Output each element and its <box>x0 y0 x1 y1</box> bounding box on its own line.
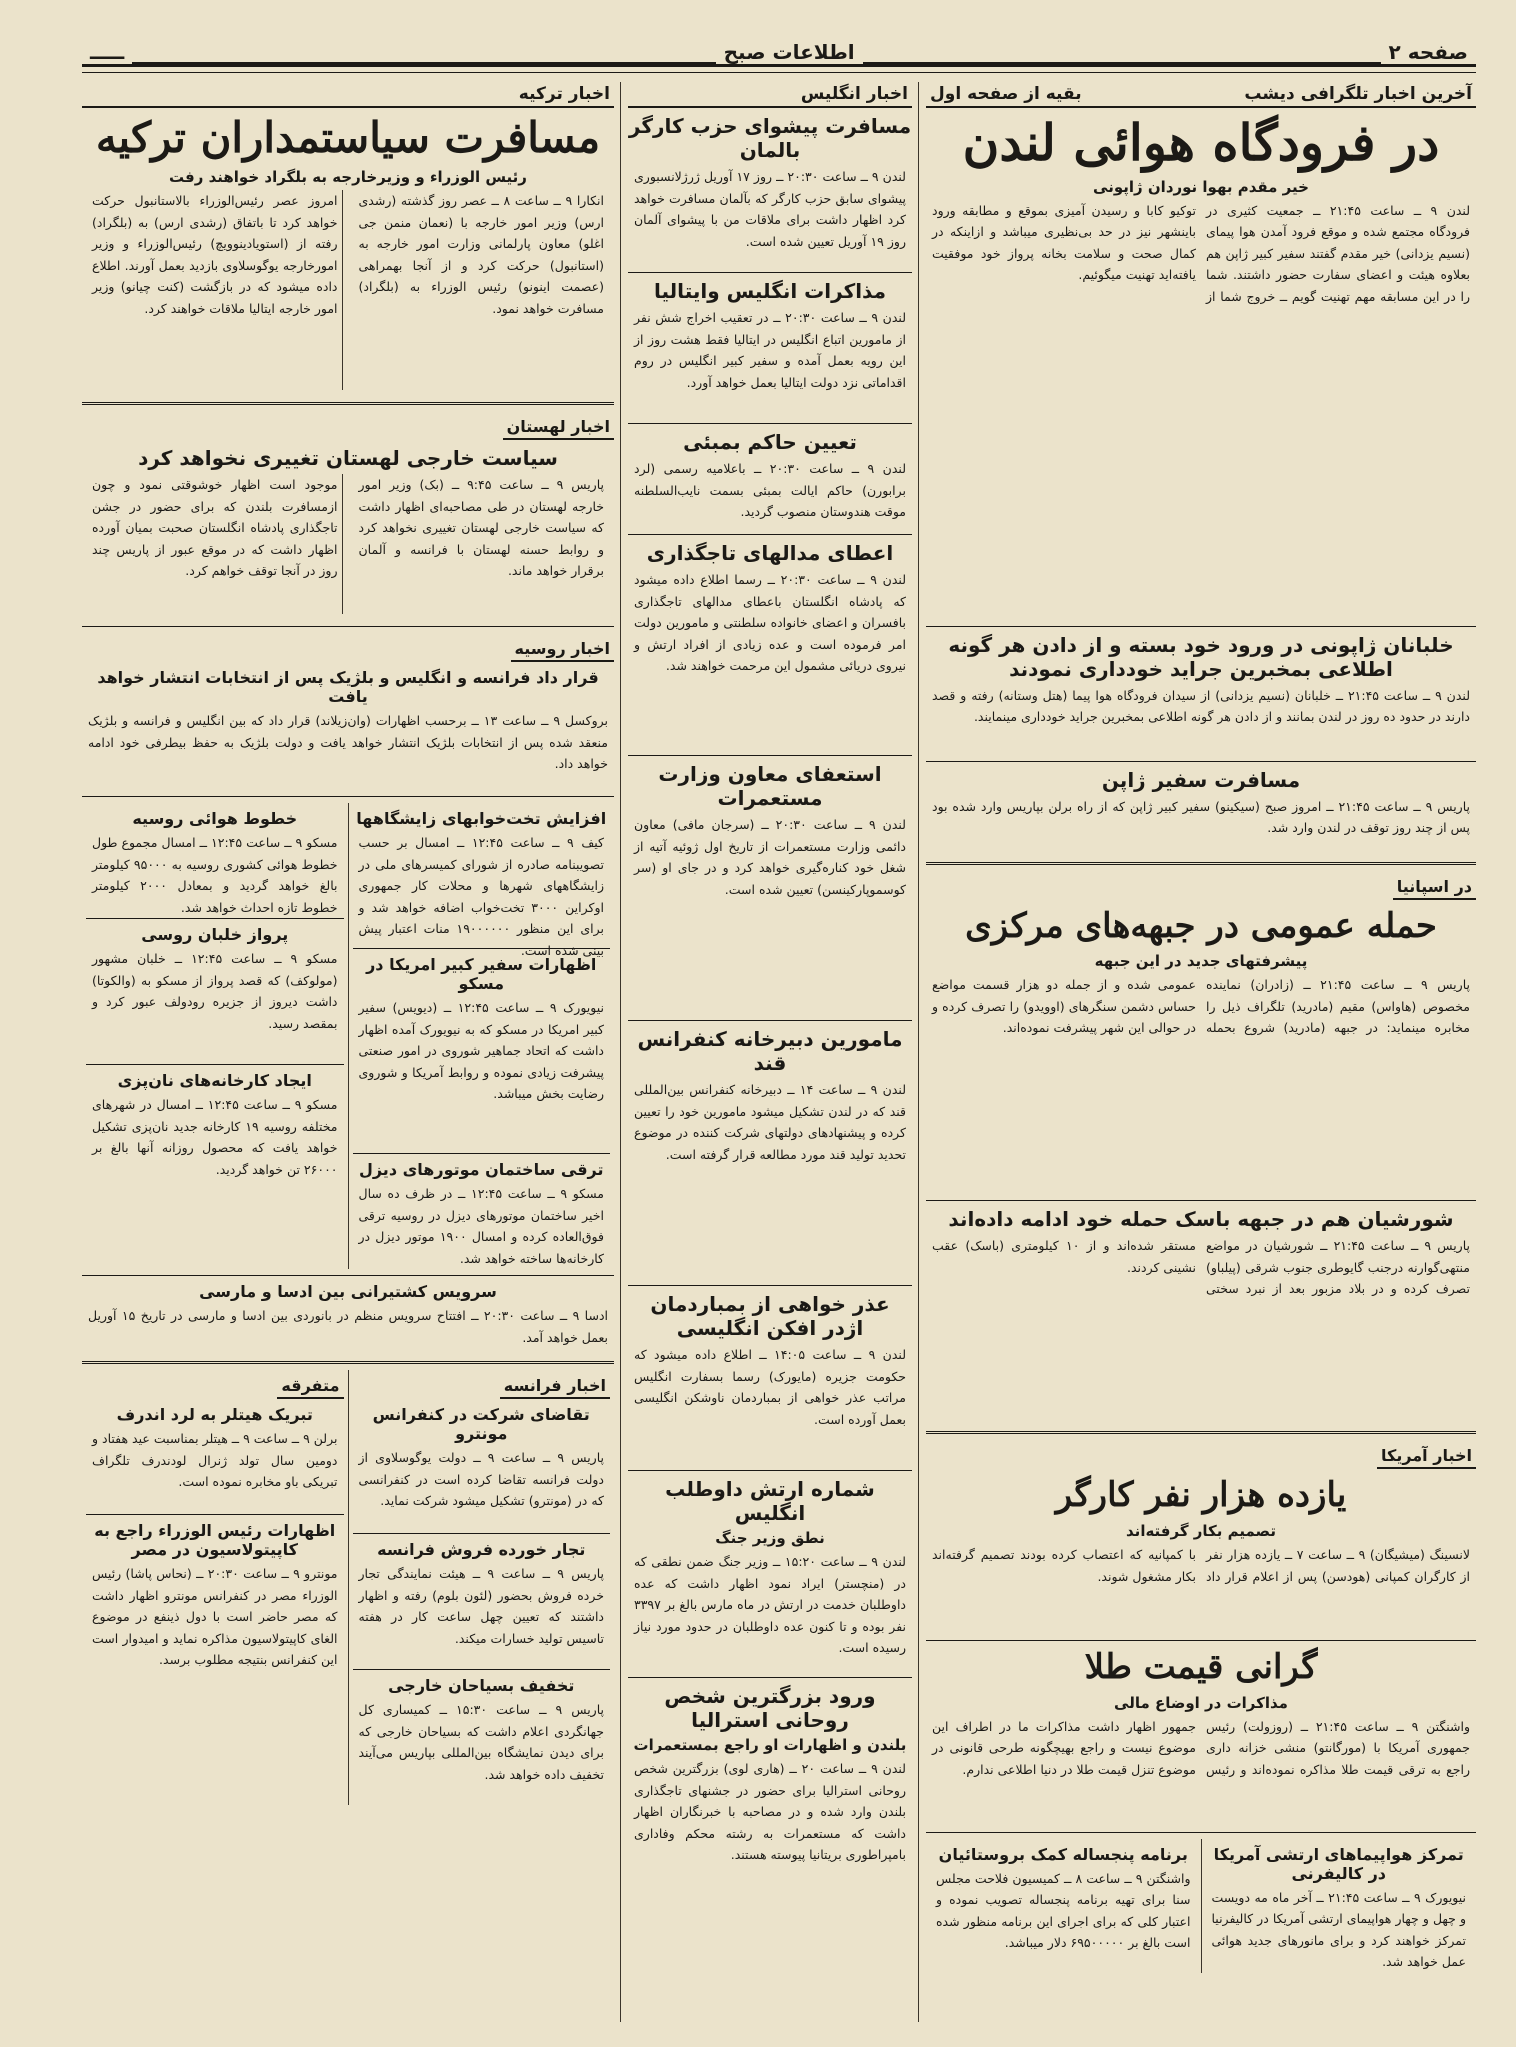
masthead <box>82 40 1476 78</box>
article-russian-pilot <box>86 925 344 1058</box>
section-tag-spain: در اسپانیا <box>1393 875 1476 900</box>
subheadline: خیر مقدم بهوا نوردان ژاپونی <box>1093 177 1309 196</box>
article-belgium-agreement <box>82 668 614 790</box>
headline: مذاکرات انگلیس وایتالیا <box>654 279 886 303</box>
headline: مامورین دبیرخانه کنفرانس قند <box>637 1027 903 1075</box>
article-volunteer-army <box>628 1477 912 1671</box>
article-sugar-conference <box>628 1027 912 1279</box>
column-divider <box>918 82 919 2022</box>
section-header <box>926 82 1476 108</box>
headline: اظهارات سفیر کبیر امریکا در مسکو <box>366 955 597 994</box>
article-body: لندن ۹ ــ ساعت ۲۱:۴۵ ــ جمعیت کثیری در فرودگاه مجتمع شده و موقع فرود آمدن هوا پیمای (نسیم یزدانی) خیر مقدم گفتند سفیر کبیر ژاپن هم بعلاوه هیئت و اعضای سفارت حضور داشتند. شما را در این مسابقه مهم تهنیت گویم ــ خروج شما از توکیو کابا و رسیدن آمیزی بموقع و مطابقه ورود باینشهر نیز در حد بی‌نظیری میباشد و ازاینکه در کمال صحت و سلامت بخانه پرواز خود موفقیت یافته‌اید تهنیت میگوئیم. <box>932 202 1471 304</box>
article-body: کیف ۹ ــ ساعت ۱۲:۴۵ ــ امسال بر حسب تصویبنامه صادره از شورای کمیسرهای ملی در زایشگاههای شهرها و محلات کار جمهوری اوکراین ۳۰۰۰ تخت‌خواب اضافه خواهد شد و برای این منظور ۱۹۰۰۰۰۰۰ منات اعتبار پیش بینی شده است. <box>358 835 604 958</box>
article-body: لندن ۹ ــ ساعت ۲۰:۳۰ ــ در تعقیب اخراج شش نفر از مامورین اتباع انگلیس در ایتالیا فقط هشت روز از این رویه بعمل آمده و سفیر کبیر انگلیس در روم اقداماتی نزد دولت ایتالیا بعمل خواهد آورد. <box>634 310 906 390</box>
headline: مسافرت پیشوای حزب کارگر بالمان <box>628 114 912 162</box>
article-bombay-governor <box>628 430 912 528</box>
headline: گرانی قیمت طلا <box>1084 1647 1318 1688</box>
subheadline: رئیس الوزراء و وزیرخارجه به بلگراد خواهند رفت <box>169 168 527 187</box>
column-right <box>926 82 1476 2022</box>
bottom-grid <box>82 1370 614 1805</box>
article-body: نیویورک ۹ ــ ساعت ۲۱:۴۵ ــ آخر ماه مه دویست و چهل و چهار هواپیمای ارتشی آمریکا در کالیفرنیا تمرکز خواهند کرد و برای مانورهای جدید هوائی عمل خواهد شد. <box>1211 1889 1467 1970</box>
headline: ترقی ساختمان موتورهای دیزل <box>358 1160 604 1180</box>
headline: استعفای معاون وزارت مستعمرات <box>658 762 882 810</box>
continued-label: بقیه از صفحه اول <box>930 84 1082 104</box>
article-body: لندن ۹ ــ ساعت ۲۰:۳۰ ــ باعلامیه رسمی (لرد برابورن) حاکم ایالت بمبئی بسمت نایب‌السلطنه موقت هندوستان منصوب گردید. <box>634 461 906 519</box>
article-body: پاریس ۹ ــ ساعت ۲۱:۴۵ ــ امروز صبح (سیکینو) سفیر کبیر ژاپن که از راه برلن بپاریس وارد شده بود پس از چند روز توقف در لندن وارد شد. <box>932 798 1470 835</box>
bottom-articles <box>926 1839 1476 1973</box>
article-colonies-resignation <box>628 762 912 1014</box>
column-divider <box>620 82 621 2022</box>
headline: تجار خورده فروش فرانسه <box>377 1540 586 1560</box>
article-polish-policy <box>82 446 614 620</box>
headline: عذر خواهی از بمباردمان اژدر افکن انگلیسی <box>650 1292 890 1340</box>
article-body: لندن ۹ ــ ساعت ۲۰:۳۰ ــ روز ۱۷ آوریل ژرژلانسبوری پیشوای سابق حزب کارگر که بآلمان مسافرت خواهد کرد اظهار داشت برای ملاقات من با پیشوای آلمان روز ۱۹ آوریل تعیین شده است. <box>634 169 906 249</box>
article-body: لندن ۹ ــ ساعت ۱۵:۲۰ ــ وزیر جنگ ضمن نطقی که در (منچستر) ایراد نمود اظهار داشت که عده داوطلبان خدمت در ارتش در ماه مارس بالغ بر ۳۳۹۷ نفر بوده و تا کنون عده داوطلبان در حدود مورد نیاز رسیده است. <box>634 1554 906 1655</box>
headline: تبریک هیتلر به لرد اندرف <box>116 1405 313 1425</box>
article-body: مسکو ۹ ــ ساعت ۱۲:۴۵ ــ خلبان مشهور (مولوکف) که قصد پرواز از مسکو به (والکوتا) داشت دیروز از جزیره رودولف عبور کرد و بمقصد رسید. <box>92 951 338 1031</box>
article-maternity-beds <box>353 809 611 958</box>
russia-news-right <box>349 803 615 1269</box>
article-body: پاریس ۹ ــ ساعت ۲۱:۴۵ ــ (زادران) نماینده مخصوص (هاواس) مقیم (مادرید) تلگراف ذیل را مخابره مینماید: در جبهه (مادرید) شروع بحمله عمومی شده و از جمله دو هزار قسمت مواضع حساس دشمن سنگرهای (اوویدو) را تصرف کرده و در حوالی این شهر پیشرفت نموده‌اند. <box>932 977 1470 1036</box>
article-columns <box>82 474 614 620</box>
article-body: انکارا ۹ ــ ساعت ۸ ــ عصر روز گذشته (رشدی ارس) وزیر امور خارجه با (نعمان منمن جی اغلو) معاون پارلمانی وزارت امور خارجه به (استانبول) حرکت کرد و از آنجا بهمراهی (عصمت اینونو) رئیس الوزراء به (بلگراد) مسافرت خواهد نمود. <box>358 193 604 316</box>
headline: شورشیان هم در جبهه باسک حمله خود ادامه داده‌اند <box>948 1207 1454 1232</box>
article-body: امروز عصر رئیس‌الوزراء بالاستانبول حرکت خواهد کرد تا باتفاق (رشدی ارس) به (بلگراد) رفته از (استویادینوویچ) رئیس‌الوزراء و وزیر امورخارجه یوگوسلاوی بازدید بعمل آورند. اطلاع داده میشود که در بازگشت (کنت چیانو) وزیر امور خارجه ایتالیا ملاقات خواهند کرد. <box>88 190 343 390</box>
article-body: واشنگتن ۹ ــ ساعت ۸ ــ کمیسیون فلاحت مجلس سنا برای تهیه برنامه پنجساله تصویب نموده و اعتبار کلی که برای اجرای این برنامه منظور شده است بالغ بر ۶۹۵۰۰۰۰۰ دلار میباشد. <box>936 1870 1191 1951</box>
section-header <box>628 82 912 108</box>
article-body: ادسا ۹ ــ ساعت ۲۰:۳۰ ــ افتتاح سرویس منظم در بانوردی بین ادسا و مارسی در تاریخ ۱۵ آوریل بعمل خواهد آمد. <box>88 1308 609 1345</box>
headline: مسافرت سفیر ژاپن <box>1101 767 1301 792</box>
article-labour-leader <box>628 114 912 266</box>
article-australian-cleric <box>628 1684 912 1958</box>
article-body: لانسینگ (میشیگان) ۹ ــ ساعت ۷ ــ یازده هزار نفر از کارگران کمپانی (هودسن) پس از اعلام قرار داد با کمپانیه که اعتصاب کرده بودند تصمیم گرفته‌اند بکار مشغول شوند. <box>932 1547 1470 1584</box>
article-body: مونترو ۹ ــ ساعت ۲۰:۳۰ ــ (نحاس پاشا) رئیس الوزراء مصر در کنفرانس مونترو اظهار داشت که مصر حاضر است با دول ذینفع در موضوع الغای کاپیتولاسیون مذاکره نماید و امیدوار است این کنفرانس بنتیجه مطلوب برسد. <box>92 1566 338 1668</box>
article-body: لندن ۹ ــ ساعت ۲۰:۳۰ ــ (سرجان مافی) معاون دائمی وزارت مستعمرات از تاریخ اول ژوئیه آتیه از شغل خود کناره‌گیری خواهد کرد و در جای او (سر کوسموپارکینسن) تعیین شده است. <box>634 817 906 897</box>
section-header <box>82 82 614 108</box>
article-diesel-engines <box>353 1160 611 1266</box>
russia-news-grid <box>82 803 614 1269</box>
headline: یازده هزار نفر کارگر <box>1055 1475 1347 1516</box>
column-left <box>82 82 614 2022</box>
section-title: اخبار ترکیه <box>518 84 610 104</box>
headline: مسافرت سیاستمداران ترکیه <box>95 113 601 162</box>
headline: سرویس کشتیرانی بین ادسا و مارسی <box>199 1282 497 1302</box>
headline: شماره ارتش داوطلب انگلیس <box>665 1477 875 1525</box>
article-body: پاریس ۹ ــ ساعت ۹ ــ هیئت نمایندگی تجار خرده فروش بحضور (لئون بلوم) رفته و اظهار داشتند که تعیین چهل ساعت کار در هفته تاسیس تولید خسارات میکند. <box>358 1566 605 1646</box>
headline: خلبانان ژاپونی در ورود خود بسته و از دادن هر گونه اطلاعی بمخبرین جراید خودداری نمودند <box>948 632 1454 681</box>
headline: پرواز خلبان روسی <box>141 925 289 945</box>
section-tag-america: اخبار آمریکا <box>1377 1444 1476 1469</box>
article-body: لندن ۹ ــ ساعت ۱۴ ــ دبیرخانه کنفرانس بین‌المللی قند که در لندن تشکیل میشود مامورین خود را تعیین کرده و پیشنهادهای دولتهای شرکت کننده در موضوع تحدید تولید قند مورد مطالعه قرار گرفته است. <box>634 1082 907 1162</box>
article-body: لندن ۹ ــ ساعت ۲۱:۴۵ ــ خلبانان (نسیم یزدانی) از سیدان فرودگاه هوا پیما (هتل وستانه) رفته و قصد دارند در حدود ده روز در لندن بمانند و از دادن هر گونه اطلاعی بمخبرین جراید خودداری مینمایند. <box>932 687 1471 724</box>
article-body: مسکو ۹ ــ ساعت ۱۲:۴۵ ــ امسال در شهرهای مختلفه روسیه ۱۹ کارخانه جدید نان‌پزی تشکیل خواهد یافت که محصول روزانه آنها بالغ بر ۲۶۰۰۰ تن خواهد گردید. <box>92 1097 338 1177</box>
article-destroyer-apology <box>628 1292 912 1464</box>
article-columns <box>82 190 614 396</box>
article-body: برلن ۹ ــ ساعت ۹ ــ هیتلر بمناسبت عید هفتاد و دومین سال تولد ژنرال لودندرف تلگراف تبریکی باو مخابره نموده است. <box>92 1431 338 1490</box>
headline: اعطای مدالهای تاجگذاری <box>646 541 894 565</box>
subheadline: پیشرفتهای جدید در این جبهه <box>1094 952 1308 971</box>
headline: ایجاد کارخانه‌های نان‌پزی <box>117 1071 312 1091</box>
headline: خطوط هوائی روسیه <box>132 809 298 829</box>
section-tag-france: اخبار فرانسه <box>500 1374 610 1399</box>
masthead-date: ـــــ <box>82 40 132 64</box>
article-spain-offensive <box>926 906 1476 1195</box>
article-body: نیویورک ۹ ــ ساعت ۱۲:۴۵ ــ (دیویس) سفیر کبیر امریکا در مسکو که به نیویورک آمده اظهار داشت که اتحاد جماهیر شوروی در امور صنعتی پیشرفت زیادی نموده و روابط آمریکا و شوروی رضایت بخش میباشد. <box>358 1000 604 1102</box>
paper-name: اطلاعات صبح <box>716 40 863 64</box>
article-body: پاریس ۹ ــ ساعت ۲۱:۴۵ ــ شورشیان در مواضع منتهی‌گوارنه درجنب گایوطری جنوب شرقی (پیلباو) تصرف کرده و در بلاد مزبور بعد از نبرد سختی مستقر شده‌اند و از ۱۰ کیلومتری (باسک) عقب نشینی کردند. <box>932 1238 1470 1297</box>
section-tag-poland: اخبار لهستان <box>503 415 614 440</box>
article-body: واشنگتن ۹ ــ ساعت ۲۱:۴۵ ــ (روزولت) رئیس جمهوری آمریکا با (مورگانتو) منشی خزانه داری راجع به ترقی قیمت طلا مذاکره نموده‌اند و رئیس جمهور اظهار داشت مذاکرات ما در اطراف این موضوع نیست و راجع بهیچگونه طرحی قانونی در موضوع تنزل قیمت طلا در دنیا اطلاعی ندارم. <box>932 1718 1471 1777</box>
article-body: موجود است اظهار خوشوقتی نمود و چون ازمسافرت بلندن که برای حضور در جشن تاجگذاری پادشاه انگلستان صحبت بمیان آورده اظهار داشت که در موقع عبور از پاریس چند روز در آنجا توقف خواهم کرد. <box>88 474 343 614</box>
headline: حمله عمومی در جبهه‌های مرکزی <box>965 905 1437 946</box>
article-japan-ambassador <box>926 768 1476 856</box>
article-body: مسکو ۹ ــ ساعت ۱۲:۴۵ ــ در ظرف ده سال اخیر ساختمان موتورهای دیزل در روسیه ترقی فوق‌العاده کرده و امسال ۱۹۰۰ موتور دیزل در کارخانه‌ها ساخته خواهد شد. <box>358 1186 605 1266</box>
subheadline: نطق وزیر جنگ <box>715 1529 825 1547</box>
russia-news-left <box>82 803 349 1269</box>
article-bakeries <box>86 1071 344 1204</box>
section-tag-russia: اخبار روسیه <box>511 637 614 662</box>
headline: تقاضای شرکت در کنفرانس مونترو <box>372 1405 590 1444</box>
article-us-aircraft <box>1202 1839 1477 1973</box>
headline: تعیین حاکم بمبئی <box>683 430 857 454</box>
article-body: پاریس ۹ ــ ساعت ۱۵:۳۰ ــ کمیساری کل جهانگردی اعلام داشت که بسیاحان خارجی که برای دیدن نمایشگاه بین‌المللی بپاریس می‌آیند تخفیف داده خواهد شد. <box>358 1702 604 1782</box>
subheadline: بلندن و اظهارات او راجع بمستعمرات <box>633 1736 907 1754</box>
article-anglo-italian <box>628 279 912 417</box>
column-middle <box>628 82 912 2022</box>
headline: اظهارات رئیس الوزراء راجع به کاپیتولاسیون در مصر <box>94 1521 336 1560</box>
article-gold-price <box>926 1647 1476 1826</box>
headline: قرار داد فرانسه و انگلیس و بلژیک پس از انتخابات انتشار خواهد یافت <box>97 668 599 707</box>
headline: تمرکز هواپیماهای ارتشی آمریکا در کالیفرنی <box>1213 1844 1464 1883</box>
article-body: بروکسل ۹ ــ ساعت ۱۳ ــ برحسب اظهارات (وان‌زیلاند) قرار داد که بین انگلیس و فرانسه و بلژیک منعقد شده پس از انتخابات بلژیک انتشار خواهد یافت و دولت بلژیک به حفظ بیطرفی خود ادامه خواهد داد. <box>88 713 608 772</box>
subheadline: مذاکرات در اوضاع مالی <box>1114 1693 1288 1712</box>
headline: افزایش تخت‌خوابهای زایشگاهها <box>356 809 607 829</box>
article-shipping-service <box>82 1282 614 1355</box>
headline: برنامه پنجساله کمک بروستائیان <box>938 1844 1188 1864</box>
article-us-ambassador-moscow <box>353 955 611 1147</box>
masthead-rule-thin <box>82 72 1476 73</box>
article-eleven-thousand-workers <box>926 1475 1476 1634</box>
article-japanese-pilots <box>926 633 1476 755</box>
article-coronation-medals <box>628 541 912 749</box>
article-turkish-statesmen <box>82 114 614 396</box>
subheadline: تصمیم بکار گرفته‌اند <box>1126 1522 1276 1541</box>
article-basque-front <box>926 1207 1476 1425</box>
article-body: پاریس ۹ ــ ساعت ۹:۴۵ ــ (بک) وزیر امور خارجه لهستان در طی مصاحبه‌ای اظهار داشت که سیاست خارجی لهستان تغییری نخواهد کرد و روابط حسنه لهستان با فرانسه و آلمان برقرار خواهد ماند. <box>358 477 605 579</box>
article-body: لندن ۹ ــ ساعت ۲۰ ــ (هاری لوی) بزرگترین شخص روحانی استرالیا برای حضور در جشنهای تاجگذاری بلندن وارد شده و در مصاحبه با خبرنگاران اظهار داشت که مستعمرات به رشته محکم وفاداری بامپراطوری بریتانیا پیوسته هستند. <box>634 1761 906 1862</box>
article-body: پاریس ۹ ــ ساعت ۹ ــ دولت یوگوسلاوی از دولت فرانسه تقاضا کرده است در کنفرانسی که در (مونترو) تشکیل میشود شرکت نماید. <box>358 1450 605 1509</box>
article-air-lines <box>86 809 344 915</box>
france-news <box>349 1370 615 1805</box>
headline: تخفیف بسیاحان خارجی <box>388 1676 575 1696</box>
page-number: صفحه ۲ <box>1381 40 1476 64</box>
headline: در فرودگاه هوائی لندن <box>962 113 1440 172</box>
headline: سیاست خارجی لهستان تغییری نخواهد کرد <box>138 446 558 471</box>
article-london-airport <box>926 114 1476 620</box>
section-title: اخبار انگلیس <box>800 84 908 104</box>
article-body: لندن ۹ ــ ساعت ۱۴:۰۵ ــ اطلاع داده میشود که حکومت جزیره (مایورک) رسما بسفارت انگلیس مراتب عذر خواهی از بمباردمان ناوشکن انگلیسی بعمل آورده است. <box>634 1347 906 1427</box>
article-body: مسکو ۹ ــ ساعت ۱۲:۴۵ ــ امسال مجموع طول خطوط هوائی کشوری روسیه به ۹۵۰۰۰ کیلومتر بالغ خواهد گردید و بمعادل ۲۰۰۰ کیلومتر خطوط تازه احداث خواهد شد. <box>92 835 338 915</box>
headline: ورود بزرگترین شخص روحانی استرالیا <box>664 1684 876 1732</box>
article-body: لندن ۹ ــ ساعت ۲۰:۳۰ ــ رسما اطلاع داده میشود که پادشاه انگلستان باعطای مدالهای تاجگذاری بافسران و اعضای خانواده سلطنتی و مامورین دولت امر فرموده است و عده زیادی از افراد ارتش و نیروی دریائی مشمول این مرحمت خواهند شد. <box>634 572 906 673</box>
article-farm-aid <box>926 1839 1202 1973</box>
section-title: آخرین اخبار تلگرافی دیشب <box>1244 84 1472 104</box>
section-tag-misc: متفرقه <box>277 1374 343 1399</box>
misc-news <box>82 1370 349 1805</box>
